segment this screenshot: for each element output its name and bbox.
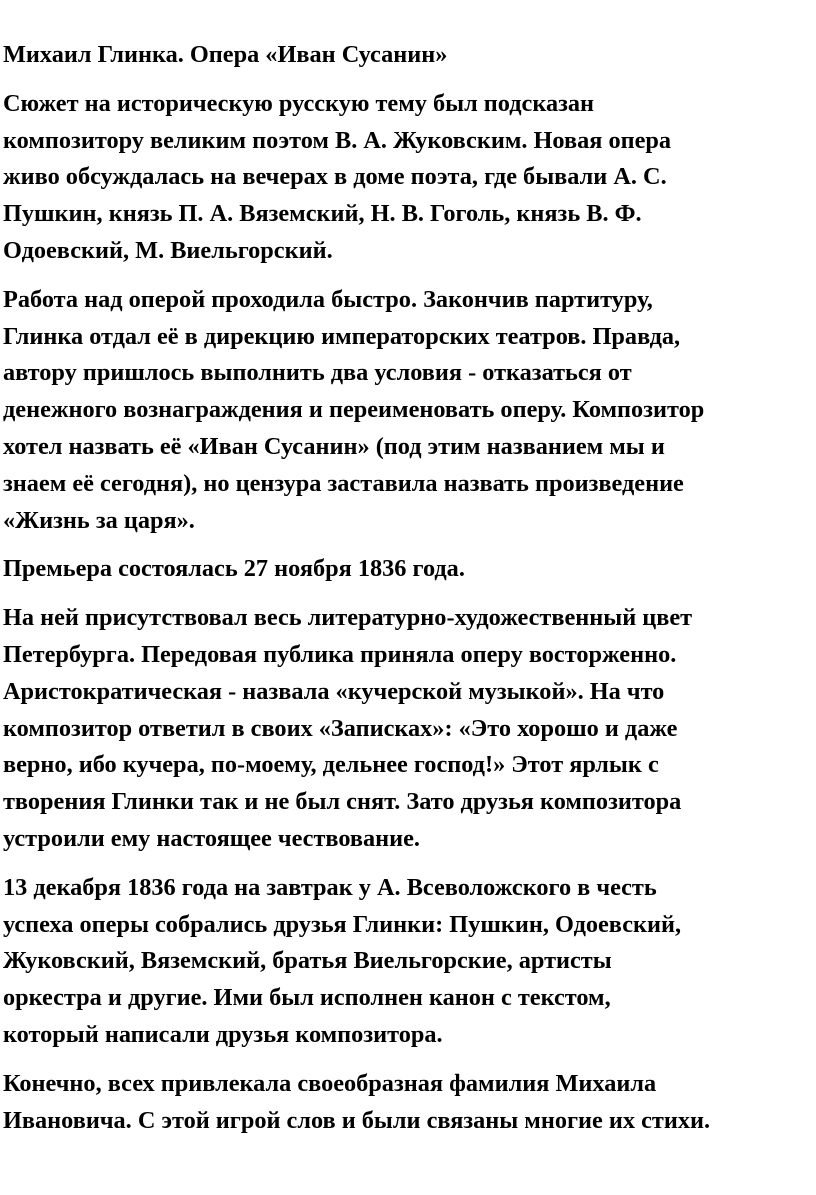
paragraph-line: композитор ответил в своих «Записках»: «Это хорошо и даже: [3, 714, 678, 742]
paragraph-line: денежного вознаграждения и переименовать оперу. Композитор: [3, 396, 705, 424]
paragraph-line: композитору великим поэтом В. А. Жуковским. Новая опера: [3, 126, 672, 154]
paragraph-line: оркестра и другие. Ими был исполнен канон с текстом,: [3, 984, 611, 1012]
paragraph-1: [3, 86, 816, 270]
paragraph-line: Жуковский, Вяземский, братья Виельгорские, артисты: [3, 947, 612, 975]
paragraph-line: творения Глинки так и не был снят. Зато друзья композитора: [3, 788, 682, 816]
paragraph-line: Работа над оперой проходила быстро. Закончив партитуру,: [3, 285, 653, 313]
paragraph-line: На ней присутствовал весь литературно-художественный цвет: [3, 604, 693, 632]
paragraph-line: верно, ибо кучера, по-моему, дельнее господ!» Этот ярлык с: [3, 751, 659, 779]
paragraph-line: хотел назвать её «Иван Сусанин» (под этим названием мы и: [3, 432, 665, 460]
paragraph-line: «Жизнь за царя».: [3, 506, 195, 534]
paragraph-5: [3, 870, 816, 1054]
paragraph-line: Сюжет на историческую русскую тему был подсказан: [3, 89, 595, 117]
paragraph-line: знаем её сегодня), но цензура заставила назвать произведение: [3, 469, 684, 497]
paragraph-line: живо обсуждалась на вечерах в доме поэта, где бывали А. С.: [3, 163, 667, 191]
paragraph-line: устроили ему настоящее чествование.: [3, 824, 420, 852]
title-text: Михаил Глинка. Опера «Иван Сусанин»: [3, 41, 448, 68]
paragraph-2: [3, 282, 816, 540]
paragraph-3: [3, 551, 816, 588]
paragraph-line: Премьера состоялась 27 ноября 1836 года.: [3, 555, 465, 583]
paragraph-4: [3, 600, 816, 858]
paragraph-line: автору пришлось выполнить два условия - отказаться от: [3, 359, 632, 387]
paragraph-line: Аристократическая - назвала «кучерской музыкой». На что: [3, 677, 665, 705]
paragraph-line: Ивановича. С этой игрой слов и были связаны многие их стихи.: [3, 1106, 711, 1134]
paragraph-line: 13 декабря 1836 года на завтрак у А. Всеволожского в честь: [3, 873, 657, 901]
document-title: [3, 37, 816, 74]
paragraph-line: Одоевский, М. Виельгорский.: [3, 236, 333, 264]
paragraph-line: успеха оперы собрались друзья Глинки: Пушкин, Одоевский,: [3, 910, 682, 938]
paragraph-line: Конечно, всех привлекала своеобразная фамилия Михаила: [3, 1069, 657, 1097]
paragraph-6: [3, 1066, 816, 1140]
paragraph-line: Пушкин, князь П. А. Вяземский, Н. В. Гоголь, князь В. Ф.: [3, 200, 642, 228]
paragraph-line: Глинка отдал её в дирекцию императорских театров. Правда,: [3, 322, 681, 350]
paragraph-line: Петербурга. Передовая публика приняла оперу восторженно.: [3, 640, 677, 668]
paragraph-line: который написали друзья композитора.: [3, 1020, 443, 1048]
